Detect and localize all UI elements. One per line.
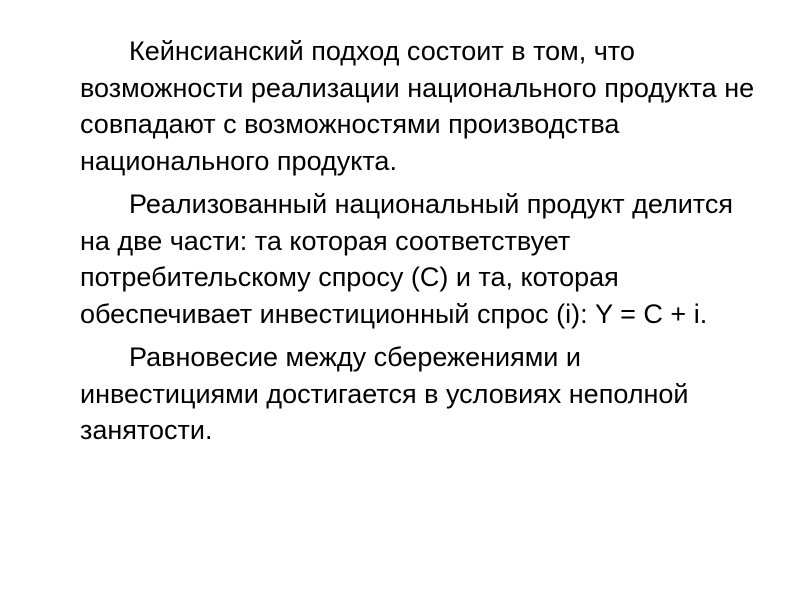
paragraph-national-product-split: Реализованный национальный продукт делится на две части: та которая соответствует потребительскому спросу (С) и та, которая обеспечивает инвестиционный спрос (i): Y = C + i. [80, 189, 733, 329]
slide-body [80, 33, 760, 456]
paragraph-equilibrium: Равновесие между сбережениями и инвестициями достигается в условиях неполной занятости. [80, 342, 689, 445]
paragraph-keynesian-approach: Кейнсианский подход состоит в том, что возможности реализации национального продукта не совпадают с возможностями производства национального продукта. [80, 36, 755, 176]
